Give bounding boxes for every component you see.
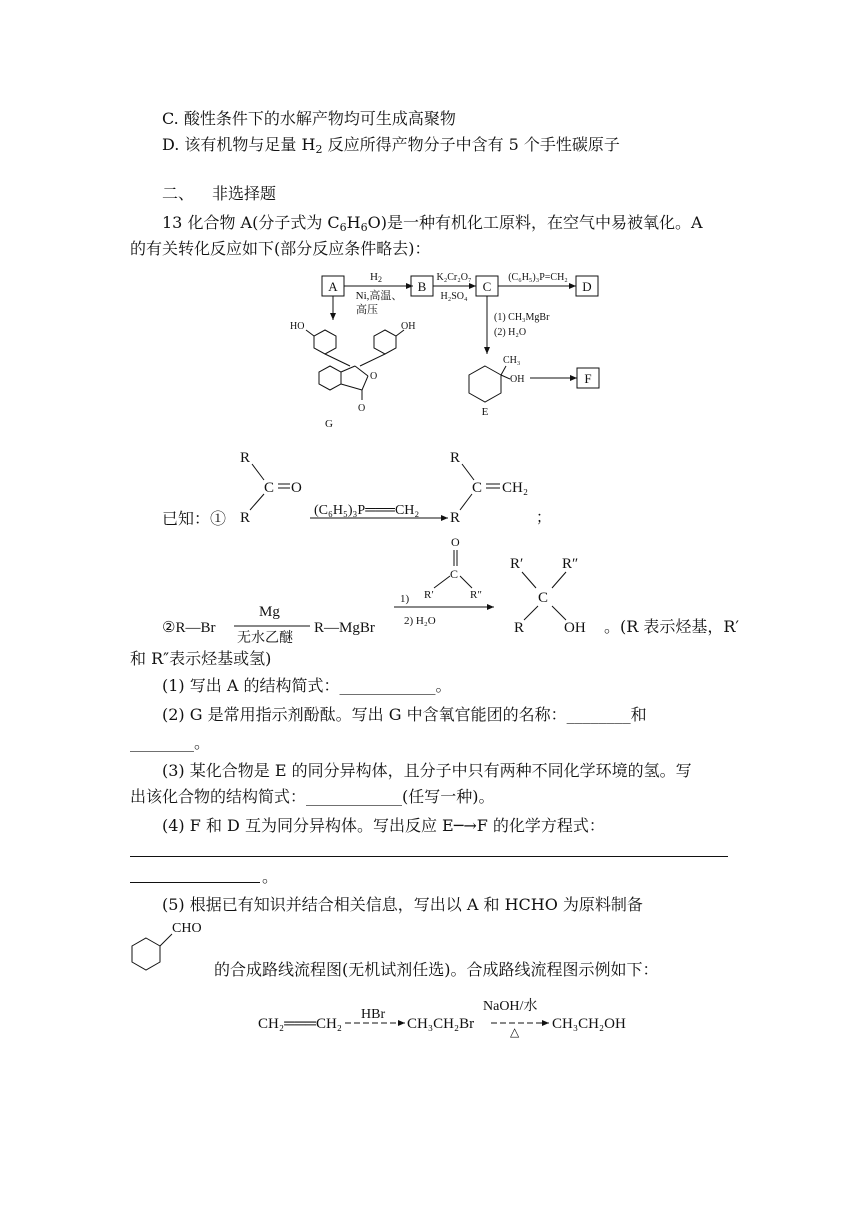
q13-intro-line2: 的有关转化反应如下(部分反应条件略去)： [130, 239, 431, 258]
rule2-step1: 1) [400, 593, 410, 605]
q13-part4: (4) F 和 D 互为同分异构体。写出反应 E─→F 的化学方程式： [162, 816, 605, 835]
q13-part1: (1) 写出 A 的结构简式：____________。 [162, 676, 452, 695]
box-a-label: A [328, 279, 338, 294]
reaction-scheme [280, 262, 620, 437]
h2so4-reagent: H₂SO₄ [440, 291, 468, 302]
box-c-label: C [482, 279, 492, 294]
rule1-prod-ch2: CH₂ [502, 480, 529, 496]
box-b-label: B [417, 279, 427, 294]
rule1-r-bottom: R [240, 510, 251, 526]
e-oh: OH [510, 374, 525, 385]
grignard-step2: (2) H₂O [494, 327, 527, 338]
route-bromoethane: CH₃CH₂Br [407, 1016, 475, 1032]
cho-label: CHO [172, 921, 202, 936]
h2-reagent: H2 [370, 271, 382, 284]
rule2-prod-rp: R′ [510, 556, 524, 572]
q13-part5-line1: (5) 根据已有知识并结合相关信息，写出以 A 和 HCHO 为原料制备 [162, 895, 643, 914]
q13-part3-line2: 出该化合物的结构简式：____________(任写一种)。 [130, 787, 495, 806]
high-pressure: 高压 [356, 304, 378, 316]
rule1-prod-c: C [472, 480, 483, 496]
rule2-prod-c: C [538, 590, 549, 606]
compound-e-structure [469, 366, 510, 402]
rule2-ether: 无水乙醚 [237, 631, 293, 646]
label-g: G [325, 418, 333, 430]
example-route [255, 992, 655, 1038]
rule2-prod-oh: OH [564, 620, 586, 636]
route-naoh: NaOH/水 [483, 999, 538, 1014]
g-carbonyl-o: O [358, 403, 366, 414]
e-ch3: CH₃ [503, 355, 521, 366]
rule2-note-2: 和 R″表示烃基或氢) [130, 649, 272, 668]
cyclohexane-cho-structure [128, 916, 218, 976]
known-rule-2 [162, 536, 602, 646]
rule1-o: O [291, 480, 302, 496]
q13-part3-line1: (3) 某化合物是 E 的同分异构体，且分子中只有两种不同化学环境的氢。写 [162, 761, 692, 780]
wittig-reagent: (C₆H₅)₃P=CH₂ [508, 272, 568, 283]
rule2-rmgbr: R—MgBr [314, 620, 375, 636]
g-ho: HO [290, 321, 305, 332]
answer-line-2 [130, 882, 260, 883]
rule2-mg: Mg [259, 604, 280, 620]
known-rule-1 [232, 440, 562, 530]
rule2-prod-rdp: R″ [562, 556, 579, 572]
rule1-semicolon: ； [536, 510, 552, 526]
option-d: D. 该有机物与足量 $H_2$ 反应所得产物分子中含有 5 个手性碳原子 [162, 135, 620, 156]
q13-part2-line1: (2) G 是常用指示剂酚酞。写出 G 中含氧官能团的名称：________和 [162, 705, 647, 724]
rule2-rbr: ②R—Br [162, 620, 216, 636]
route-heat: △ [510, 1025, 520, 1038]
q13-part5-line2: 的合成路线流程图(无机试剂任选)。合成路线流程图示例如下： [214, 960, 659, 979]
g-ring-o: O [370, 371, 378, 382]
box-f-label: F [584, 371, 592, 386]
rule2-ketone-o: O [451, 536, 460, 549]
rule1-reagent: (C₆H₅)₃P═══CH₂ [314, 503, 420, 518]
option-c: C. 酸性条件下的水解产物均可生成高聚物 [162, 109, 456, 128]
ni-condition: Ni,高温、 [355, 290, 403, 302]
known-label: 已知：① [162, 509, 227, 528]
section-header: 二、 非选择题 [162, 184, 277, 203]
rule2-step2: 2) H₂O [404, 615, 436, 627]
rule1-prod-r-top: R [450, 450, 461, 466]
rule2-ketone-rdp: R″ [470, 589, 482, 601]
compound-g-structure [306, 330, 404, 400]
rule2-ketone-rp: R′ [424, 589, 434, 601]
route-hbr: HBr [361, 1007, 386, 1022]
box-d-label: D [582, 279, 592, 294]
rule2-ketone-c: C [450, 567, 459, 581]
label-e: E [481, 406, 489, 418]
q13-part4-end: 。 [262, 867, 279, 886]
q13-part2-line2: ________。 [130, 733, 211, 752]
answer-line-1 [130, 856, 728, 857]
grignard-step1: (1) CH₃MgBr [494, 312, 550, 323]
route-ethylene: CH₂═══CH₂ [258, 1016, 343, 1032]
k2cr2o7-reagent: K₂Cr₂O₇ [436, 272, 472, 283]
rule1-prod-r-bottom: R [450, 510, 461, 526]
rule2-note-1: 。(R 表示烃基，R′ [604, 617, 740, 636]
route-ethanol: CH₃CH₂OH [552, 1016, 626, 1032]
g-oh: OH [401, 321, 416, 332]
q13-intro-line1: 13 化合物 A(分子式为 $C_6H_6O$)是一种有机化工原料，在空气中易被氧化。A [162, 213, 703, 234]
rule1-c: C [264, 480, 275, 496]
rule1-r-top: R [240, 450, 251, 466]
rule2-prod-r: R [514, 620, 525, 636]
